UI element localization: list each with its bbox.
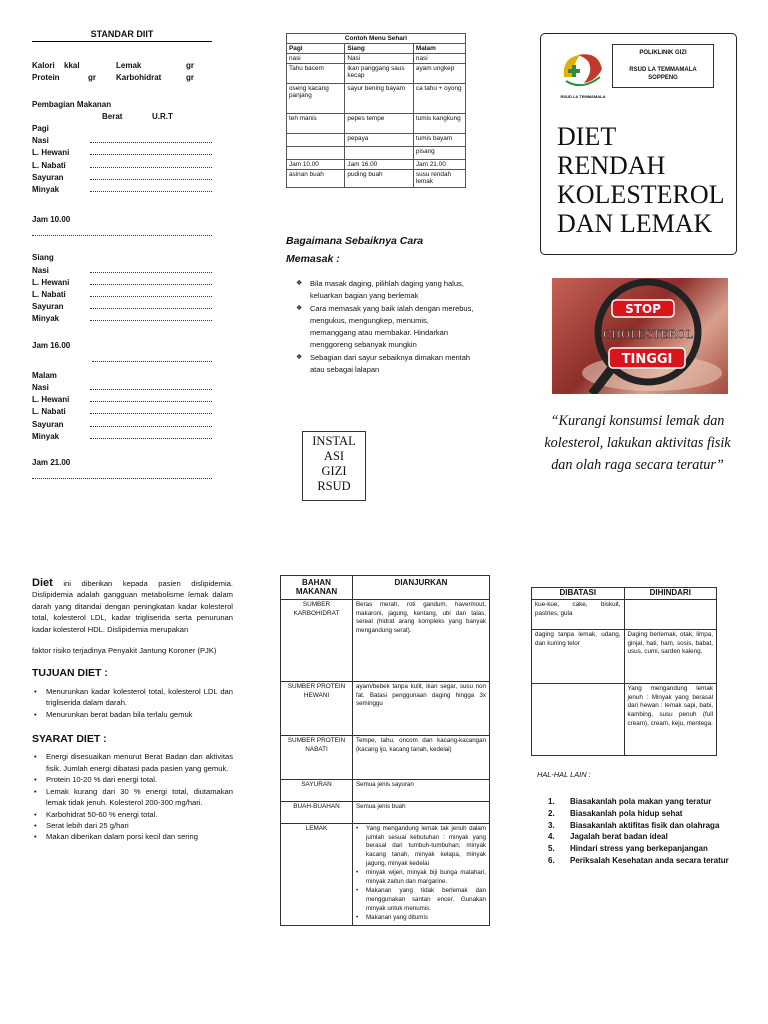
list-item: ❖ Cara memasak yang baik ialah dengan merebus, mengukus, mengungkep, menumis, memanggang atau membakar. Hindarkan menggoreng sebanyak mungkin <box>296 303 476 351</box>
menu-header-malam: Malam <box>413 44 465 54</box>
list-item: 1. Biasakanlah pola makan yang teratur <box>548 797 712 806</box>
siang-nabati: L. Nabati <box>32 289 212 301</box>
malam-nabati: L. Nabati <box>32 406 212 418</box>
list-item: • Yang mengandung lemak tak jenuh dalam jumlah sesuai kebutuhan : minyak yang berasal dari tumbuh-tumbuhan; minyak kacang tanah, minyak kelapa, minyak jagung, minyak kedelai <box>356 825 486 868</box>
siang-sayuran: Sayuran <box>32 301 212 313</box>
hal-lain-list <box>548 796 738 867</box>
malam-minyak: Minyak <box>32 431 212 443</box>
intro-paragraph-2: faktor risiko terjadinya Penyakit Jantung Koroner (PJK) <box>32 646 217 656</box>
jam-10-label: Jam 10.00 <box>32 215 71 225</box>
syarat-title: SYARAT DIET : <box>32 733 107 746</box>
table-row: SUMBER PROTEIN NABATI Tempe, tahu, oncom dan kacang-kacangan (kacang ijo, kacang tanah, kedelai) <box>281 736 490 780</box>
table-row: SUMBER KARBOHIDRAT Beras merah, roti gandum, havermout, makaroni, jagung, kentang, ubi dan talas, sereal (hidrat arang kompleks yang banyak mengandung serat). <box>281 600 490 682</box>
list-item: • Energi disesuaikan menurut Berat Badan dan aktivitas fisik. Jumlah energi dibatasi pada pasien yang gemuk. <box>32 751 233 774</box>
list-item: 4. Jagalah berat badan ideal <box>548 832 668 842</box>
list-item: • Menurunkan kadar kolesterol total, kolesterol LDL dan trigliserida dalam darah. <box>32 686 233 709</box>
list-item: • Makanan yang ditumis <box>356 914 486 923</box>
tujuan-title: TUJUAN DIET : <box>32 667 108 680</box>
list-item: 2. Biasakanlah pola hidup sehat <box>548 808 683 818</box>
table-row: BUAH-BUAHAN Semua jenis buah <box>281 802 490 824</box>
instalasi-gizi-box: INSTAL ASI GIZI RSUD <box>302 431 366 501</box>
lim-header-dibatasi: DIBATASI <box>532 588 625 600</box>
pagi-nasi: Nasi <box>32 135 212 147</box>
stop-cholesterol-image <box>552 278 728 394</box>
malam-nasi: Nasi <box>32 382 212 394</box>
standar-diit-panel <box>32 28 212 487</box>
pagi-minyak: Minyak <box>32 184 212 196</box>
menu-header-pagi: Pagi <box>287 44 345 54</box>
pagi-sayuran: Sayuran <box>32 172 212 184</box>
jam-16-dots <box>92 352 212 362</box>
cara-memasak-list <box>296 278 476 377</box>
list-item: • Serat lebih dari 25 g/hari <box>32 820 233 831</box>
malam-sayuran: Sayuran <box>32 419 212 431</box>
list-item: • Makan diberikan dalam porsi kecil dan sering <box>32 831 233 842</box>
malam-hewani: L. Hewani <box>32 394 212 406</box>
table-row: Tahu bacem ikan panggang saus kecap ayam ungkep <box>287 64 466 84</box>
cara-memasak-title: Bagaimana Sebaiknya Cara Memasak : <box>286 235 424 265</box>
protein-karbohidrat-row: Protein gr Karbohidrat gr <box>32 73 194 83</box>
siang-hewani: L. Hewani <box>32 277 212 289</box>
list-item: ❖ Sebagian dari sayur sebaiknya dimakan mentah atau sebagai lalapan <box>296 352 476 376</box>
table-row: asinan buah puding buah susu rendah lemak <box>287 170 466 188</box>
list-item: • Protein 10-20 % dari energi total. <box>32 774 233 785</box>
menu-header-siang: Siang <box>345 44 414 54</box>
list-item: • Karbohidrat 50-60 % energi total. <box>32 809 233 820</box>
poliklinik-box: POLIKLINIK GIZI RSUD LA TEMMAMALA SOPPENG <box>612 44 714 88</box>
list-item: • Makanan yang tidak berlemak dan menggunakan santan encer. Gunakan minyak untuk menumis. <box>356 887 486 913</box>
list-item: 5. Hindari stress yang berkepanjangan <box>548 844 708 854</box>
lim-header-dihindari: DIHINDARI <box>624 588 717 600</box>
jam-10-dots <box>32 226 212 236</box>
pembagian-makanan-label: Pembagian Makanan <box>32 99 112 109</box>
list-item: • Lemak kurang dari 30 % energi total, diutamakan lemak tidak jenuh. Kolesterol 200-300 mg/hari. <box>32 786 233 809</box>
table-row: Jam 10.00 Jam 16.00 Jam 21.00 <box>287 160 466 170</box>
siang-nasi: Nasi <box>32 265 212 277</box>
list-item: • Menurunkan berat badan bila terlalu gemuk <box>32 709 233 720</box>
list-item: • minyak wijen, minyak biji bunga matahari, minyak zaitun dan margarine. <box>356 869 486 886</box>
table-row: SUMBER PROTEIN HEWANI ayam/bebek tanpa kulit, ikan segar, susu non fat. Batasi penggunaan daging hingga 3x seminggu <box>281 682 490 736</box>
table-row: SAYURAN Semua jenis sayuran <box>281 780 490 802</box>
tujuan-list <box>32 686 233 720</box>
list-item: 3. Biasakanlah aktifitas fisik dan olahraga <box>548 820 720 830</box>
malam-label: Malam <box>32 370 57 380</box>
column-header: Berat U.R.T <box>102 111 173 121</box>
standar-diit-title: STANDAR DIIT <box>32 28 212 42</box>
table-row: teh manis pepes tempe tumis kangkung <box>287 114 466 134</box>
syarat-list <box>32 751 233 842</box>
table-row: oseng kacang panjang sayur bening bayam ca tahu + oyong <box>287 84 466 114</box>
table-row: nasi Nasi nasi <box>287 54 466 64</box>
lemak-list <box>356 825 486 923</box>
rec-header-bahan: BAHAN MAKANAN <box>281 576 353 600</box>
kalori-lemak-row: Kalori kkal Lemak gr <box>32 61 194 71</box>
cover-title: DIET RENDAH KOLESTEROL DAN LEMAK <box>557 122 725 238</box>
siang-label: Siang <box>32 253 54 263</box>
menu-caption: Contoh Menu Sehari <box>287 34 466 44</box>
pagi-hewani: L. Hewani <box>32 147 212 159</box>
cover-quote: “Kurangi konsumsi lemak dan kolesterol, lakukan aktivitas fisik dan olah raga secara teratur” <box>544 413 731 473</box>
table-row: pepaya tumis bayam <box>287 134 466 147</box>
restricted-foods-table <box>531 587 717 756</box>
table-row: LEMAK • Yang mengandung lemak tak jenuh dalam jumlah sesuai kebutuhan : minyak yang berasal dari tumbuh-tumbuhan; minyak kacang tanah, minyak kelapa, minyak jagung, minyak kedelai • minyak wijen, minyak biji bunga matahari, minyak zaitun dan margarine. • Makanan yang tidak berlemak dan menggunakan santan encer. Gunakan minyak untuk menumis. • Makanan yang ditumis <box>281 824 490 926</box>
intro-panel <box>32 578 233 843</box>
hal-lain-title: HAL-HAL LAIN : <box>537 770 591 779</box>
tinggi-text: TINGGI <box>621 352 673 367</box>
logo-caption: RSUD LA TEMMAMALA <box>560 94 606 99</box>
list-item: 6. Periksalah Kesehatan anda secara teratur <box>548 855 729 865</box>
pagi-label: Pagi <box>32 124 49 134</box>
table-row: daging tanpa lemak, udang, dan kuning telor Daging berlemak, otak, limpa, ginjal, hati, ham, sosis, babat, usus, cumi, sarden kaleng. <box>532 629 717 683</box>
menu-table <box>286 33 466 188</box>
table-row: Yang mengandung lemak jenuh : Minyak yang berasal dari hewan : lemak sapi, babi, kambing, susu penuh (full cream), cream, keju, mentega. <box>532 683 717 755</box>
table-row: kue-kue, cake, biskuit, pastries, gula <box>532 599 717 629</box>
pagi-nabati: L. Nabati <box>32 160 212 172</box>
recommended-foods-table <box>280 575 490 926</box>
table-row: pisang <box>287 147 466 160</box>
cholesterol-text: CHOLESTEROL <box>603 328 693 341</box>
rec-header-dianjurkan: DIANJURKAN <box>353 576 490 600</box>
hospital-logo <box>558 47 608 97</box>
list-item: ❖ Bila masak daging, pilihlah daging yang halus, keluarkan bagian yang berlemak <box>296 278 476 302</box>
intro-paragraph: Diet ini diberikan kepada pasien dislipidemia. Dislipidemia adalah gangguan metabolisme lemak dalam darah yang ditandai dengan peningkatan kadar kolesterol total, kolesterol LDL, kadar trigliserida serta penurunan kadar kolesterol HDL. Dislipidemia merupakan <box>32 577 233 634</box>
jam-16-label: Jam 16.00 <box>32 340 71 350</box>
jam-21-label: Jam 21.00 <box>32 458 71 468</box>
stop-text: STOP <box>625 302 661 316</box>
siang-minyak: Minyak <box>32 313 212 325</box>
jam-21-dots <box>32 469 212 479</box>
